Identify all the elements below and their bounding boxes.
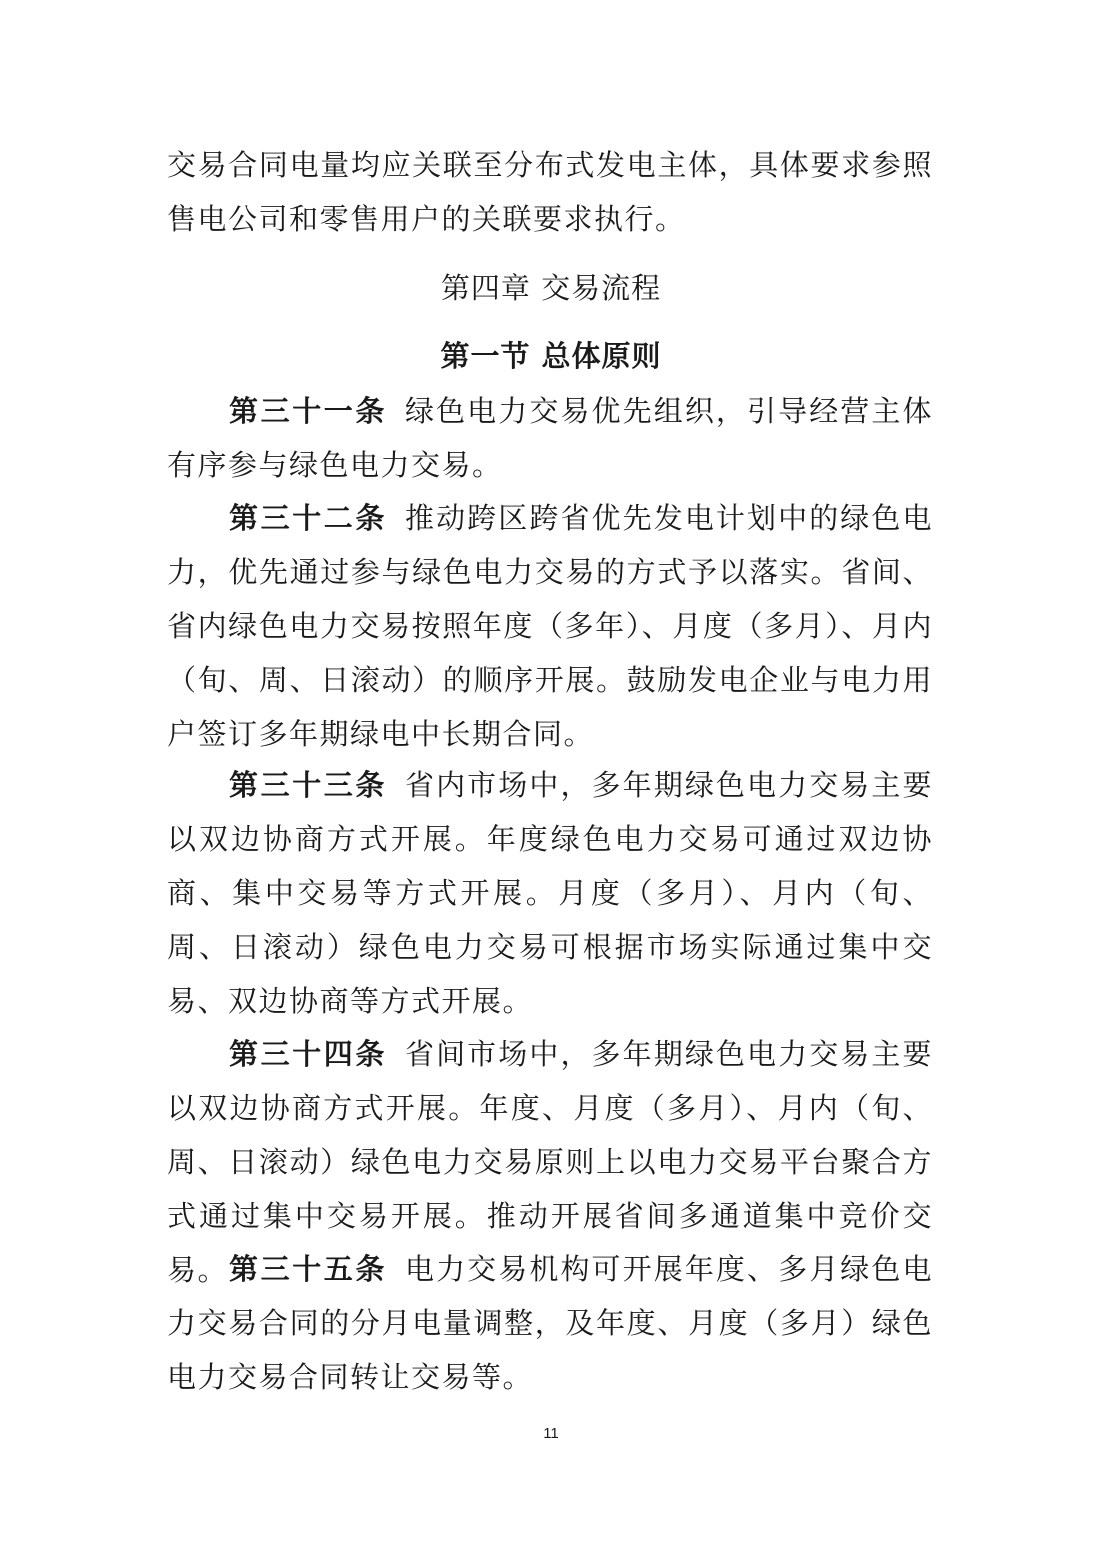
article-number: 第三十三条 [229,768,387,802]
article-33 [167,758,933,1028]
article-number: 第三十一条 [229,394,387,428]
article-text: 省内市场中，多年期绿色电力交易主要以双边协商方式开展。年度绿色电力交易可通过双边协商、集中交易等方式开展。月度（多月）、月内（旬、周、日滚动）绿色电力交易可根据市场实际通过集中交易、双边协商等方式开展。 [167,768,933,1018]
article-text: 绿色电力交易优先组织，引导经营主体有序参与绿色电力交易。 [167,394,933,482]
article-32 [167,491,933,761]
article-text: 电力交易机构可开展年度、多月绿色电力交易合同的分月电量调整，及年度、月度（多月）绿色电力交易合同转让交易等。 [167,1252,933,1394]
article-text: 推动跨区跨省优先发电计划中的绿色电力，优先通过参与绿色电力交易的方式予以落实。省间、省内绿色电力交易按照年度（多年）、月度（多月）、月内（旬、周、日滚动）的顺序开展。鼓励发电企业与电力用户签订多年期绿电中长期合同。 [167,501,933,751]
page-number: 11 [543,1425,559,1442]
chapter-title: 第四章 交易流程 [440,271,662,305]
article-31 [167,384,933,492]
article-text: 省间市场中，多年期绿色电力交易主要以双边协商方式开展。年度、月度（多月）、月内（旬、周、日滚动）绿色电力交易原则上以电力交易平台聚合方式通过集中交易开展。推动开展省间多通道集中竞价交易。 [167,1037,933,1287]
section-title: 第一节 总体原则 [440,339,662,373]
article-number: 第三十五条 [229,1252,387,1286]
article-number: 第三十二条 [229,501,387,535]
article-number: 第三十四条 [229,1037,387,1071]
continuation-paragraph: 交易合同电量均应关联至分布式发电主体，具体要求参照售电公司和零售用户的关联要求执行。 [167,148,933,236]
article-35 [167,1242,933,1404]
